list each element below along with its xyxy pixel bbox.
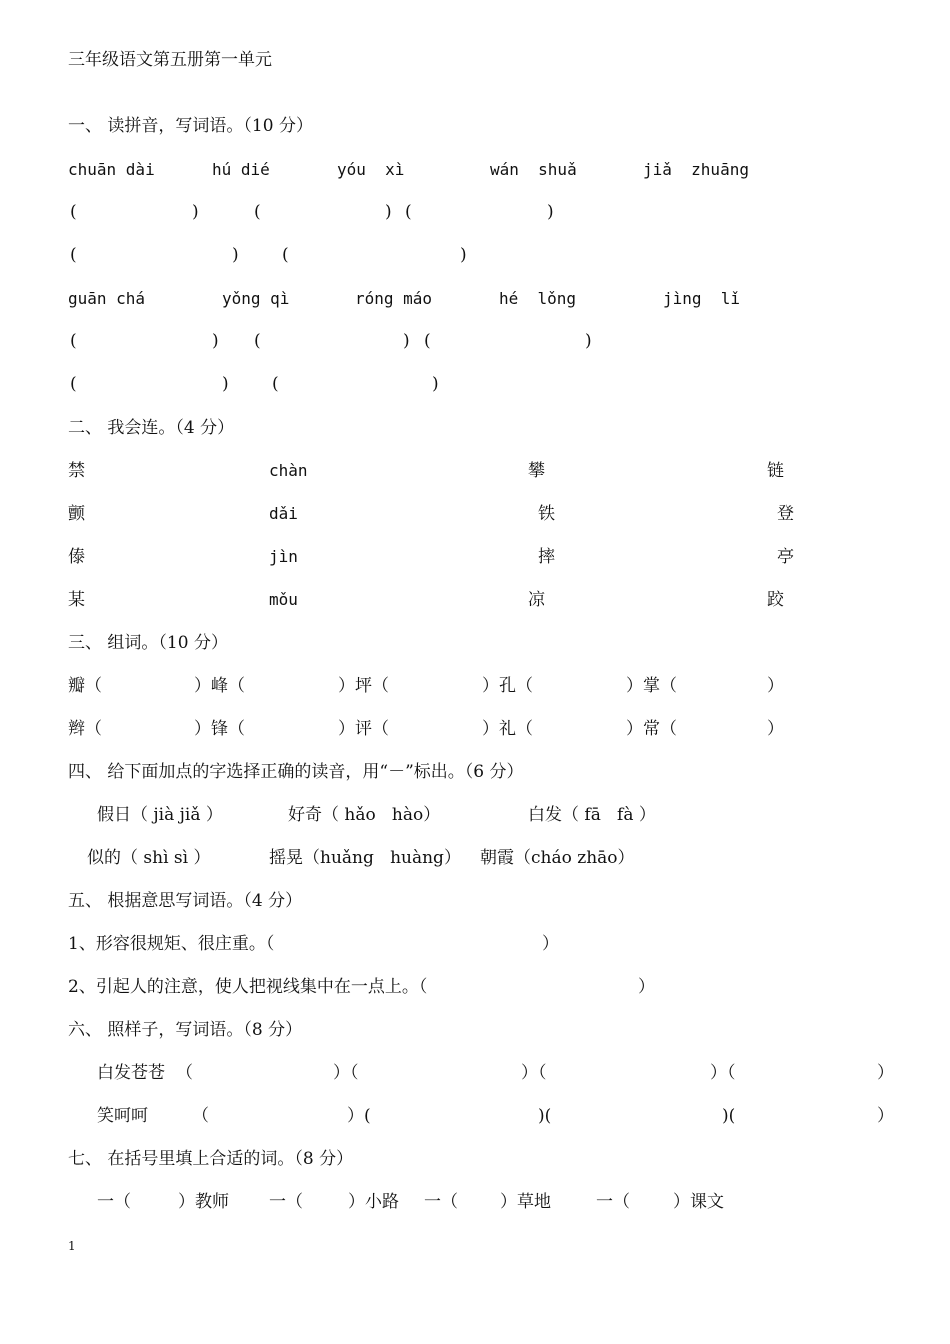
answer-paren: ) [385, 202, 392, 222]
answer-paren: ( [70, 374, 77, 394]
answer-paren: ( [424, 331, 431, 351]
match-char: 颤 [68, 504, 85, 524]
page-title: 三年级语文第五册第一单元 [68, 50, 272, 70]
answer-paren: ）（ [710, 1063, 736, 1083]
word-prompt: ）锋（ [194, 719, 245, 739]
word-prompt: ） [767, 719, 784, 739]
answer-paren: ） [542, 934, 559, 954]
answer-paren: ） [638, 977, 655, 997]
word-prompt: ）掌（ [626, 676, 677, 696]
match-pinyin: jìn [269, 547, 298, 566]
word-prompt: ）峰（ [194, 676, 245, 696]
measure-word-item: 一（ [269, 1192, 303, 1212]
pronunciation-choice: 摇晃（huǎng huàng） [269, 848, 461, 868]
measure-word-item: 一（ [424, 1192, 458, 1212]
answer-paren: )( [538, 1106, 552, 1126]
pinyin-item: hú dié [212, 160, 270, 179]
pinyin-item: yǒng qì [222, 289, 290, 308]
answer-paren: ) [432, 374, 439, 394]
answer-paren: ）( [347, 1106, 371, 1126]
match-char: 跤 [767, 590, 784, 610]
match-char: 摔 [538, 547, 555, 567]
answer-paren: ( [70, 245, 77, 265]
pinyin-item: róng máo [355, 289, 433, 308]
example-word: 笑呵呵 [97, 1106, 148, 1126]
word-prompt: ）评（ [338, 719, 389, 739]
answer-paren: ( [70, 202, 77, 222]
word-prompt: 辫（ [68, 719, 102, 739]
pronunciation-choice: 似的（ shì sì ） [87, 848, 211, 868]
measure-word-item: 一（ [596, 1192, 630, 1212]
section-5-heading: 五、 根据意思写词语。（4 分） [68, 891, 303, 911]
pronunciation-choice: 白发（ fā fà ） [528, 805, 656, 825]
word-prompt: ）孔（ [482, 676, 533, 696]
pronunciation-choice: 好奇（ hǎo hào） [288, 805, 441, 825]
match-char: 亭 [777, 547, 794, 567]
word-prompt: ）常（ [626, 719, 677, 739]
answer-paren: ( [272, 374, 279, 394]
page-number: 1 [68, 1239, 76, 1253]
match-char: 攀 [528, 461, 545, 481]
answer-paren: ( [282, 245, 289, 265]
answer-paren: ( [254, 331, 261, 351]
word-prompt: 瓣（ [68, 676, 102, 696]
answer-paren: ）（ [333, 1063, 359, 1083]
pinyin-item: chuān dài [68, 160, 155, 179]
section-6-heading: 六、 照样子，写词语。（8 分） [68, 1020, 303, 1040]
match-char: 傣 [68, 547, 85, 567]
answer-paren: ) [222, 374, 229, 394]
measure-word-item: ）草地 [500, 1192, 551, 1212]
definition-item: 2、引起人的注意，使人把视线集中在一点上。（ [68, 977, 428, 997]
answer-paren: （ [192, 1106, 209, 1126]
match-pinyin: mǒu [269, 590, 298, 609]
answer-paren: ) [212, 331, 219, 351]
section-4-heading: 四、 给下面加点的字选择正确的读音，用“－”标出。（6 分） [68, 762, 524, 782]
measure-word-item: ）小路 [348, 1192, 399, 1212]
section-2-heading: 二、 我会连。（4 分） [68, 418, 235, 438]
pinyin-item: wán shuǎ [490, 160, 577, 179]
measure-word-item: 一（ [97, 1192, 131, 1212]
answer-paren: ( [405, 202, 412, 222]
match-char: 登 [777, 504, 794, 524]
answer-paren: （ [176, 1063, 193, 1083]
pinyin-item: hé lǒng [499, 289, 577, 308]
match-char: 铁 [538, 504, 555, 524]
match-char: 禁 [68, 461, 85, 481]
section-7-heading: 七、 在括号里填上合适的词。（8 分） [68, 1149, 354, 1169]
answer-paren: ） [877, 1063, 894, 1083]
answer-paren: ( [70, 331, 77, 351]
section-1-heading: 一、 读拼音，写词语。（10 分） [68, 116, 313, 136]
answer-paren: ) [192, 202, 199, 222]
match-char: 链 [767, 461, 784, 481]
section-3-heading: 三、 组词。（10 分） [68, 633, 228, 653]
answer-paren: ) [585, 331, 592, 351]
pronunciation-choice: 朝霞（cháo zhāo） [480, 848, 635, 868]
pinyin-item: guān chá [68, 289, 146, 308]
match-char: 某 [68, 590, 85, 610]
measure-word-item: ）教师 [178, 1192, 229, 1212]
match-pinyin: chàn [269, 461, 308, 480]
pinyin-item: jìng lǐ [663, 289, 741, 308]
word-prompt: ）坪（ [338, 676, 389, 696]
answer-paren: ) [232, 245, 239, 265]
definition-item: 1、形容很规矩、很庄重。（ [68, 934, 275, 954]
pinyin-item: yóu xì [337, 160, 405, 179]
answer-paren: ) [460, 245, 467, 265]
pinyin-item: jiǎ zhuāng [643, 160, 749, 179]
match-pinyin: dǎi [269, 504, 298, 523]
measure-word-item: ）课文 [673, 1192, 724, 1212]
answer-paren: ） [877, 1106, 894, 1126]
pronunciation-choice: 假日（ jià jiǎ ） [97, 805, 223, 825]
example-word: 白发苍苍 [97, 1063, 165, 1083]
answer-paren: ）（ [521, 1063, 547, 1083]
word-prompt: ）礼（ [482, 719, 533, 739]
answer-paren: ) [547, 202, 554, 222]
word-prompt: ） [767, 676, 784, 696]
match-char: 凉 [528, 590, 545, 610]
answer-paren: )( [722, 1106, 736, 1126]
answer-paren: ( [254, 202, 261, 222]
answer-paren: ) [403, 331, 410, 351]
